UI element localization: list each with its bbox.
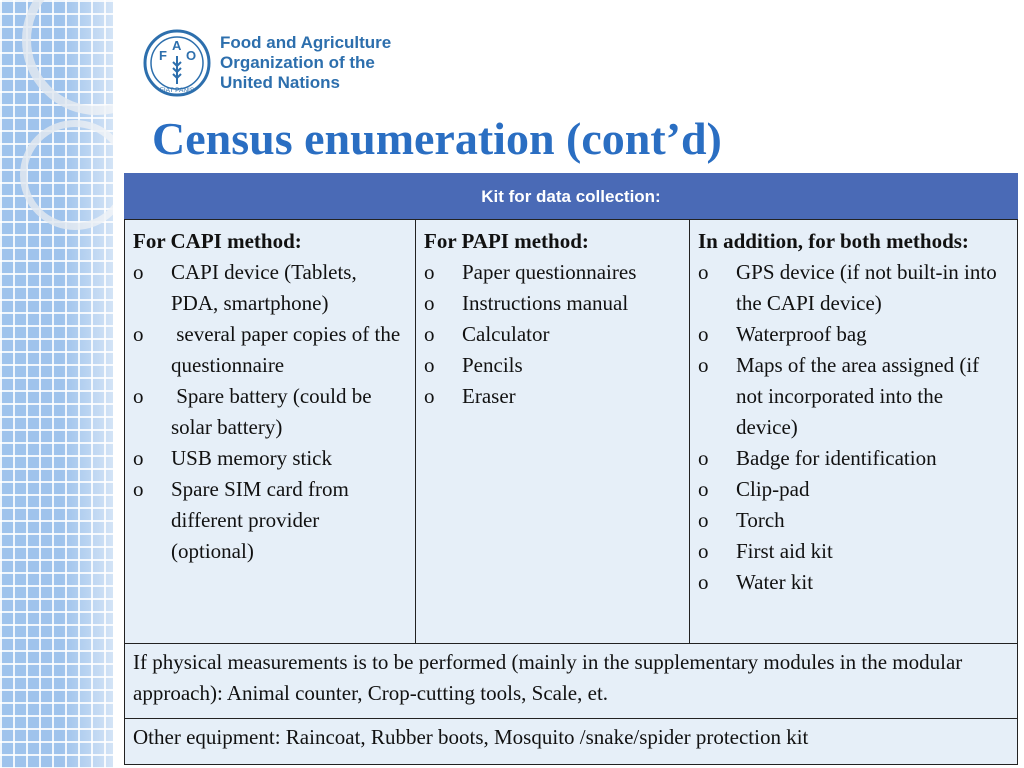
fao-logo [142,28,391,98]
bullet: o [133,322,144,346]
bullet: o [424,384,435,408]
measurements-note: If physical measurements is to be performed (mainly in the supplementary modules in the modular approach): Animal counter, Crop-cutting tools, Scale, et. [125,644,1018,719]
bullet: o [133,384,144,408]
capi-column [125,220,416,644]
bullet: o [698,446,709,470]
both-methods-list [698,257,1009,598]
list-item: o several paper copies of the questionnaire [133,319,407,381]
organization-name-line: Food and Agriculture [220,33,392,52]
list-item: o First aid kit [698,536,1009,567]
list-item: o Eraser [424,381,681,412]
bullet: o [424,260,435,284]
both-methods-column [690,220,1018,644]
list-item: o Torch [698,505,1009,536]
bullet: o [698,353,709,377]
kit-table-header: Kit for data collection: [125,174,1018,220]
bullet: o [698,260,709,284]
list-item: o Spare SIM card from different provider (optional) [133,474,407,567]
bullet: o [133,446,144,470]
organization-name-line: Organization of the [220,53,375,72]
list-item: o CAPI device (Tablets, PDA, smartphone) [133,257,407,319]
list-item: o Waterproof bag [698,319,1009,350]
column-heading: For CAPI method: [133,229,302,253]
bullet: o [698,477,709,501]
bullet: o [424,353,435,377]
list-item: o Pencils [424,350,681,381]
capi-list [133,257,407,567]
bullet: o [698,570,709,594]
bullet: o [698,508,709,532]
list-item: o Water kit [698,567,1009,598]
bullet: o [133,260,144,284]
organization-name-line: United Nations [220,73,340,92]
papi-list [424,257,681,412]
bullet: o [424,291,435,315]
slide-title: Census enumeration (cont’d) [152,113,722,164]
bullet: o [698,322,709,346]
organization-name [220,33,391,93]
kit-table [124,173,1018,765]
logo-motto: FIAT PANIS [159,87,195,94]
other-equipment: Other equipment: Raincoat, Rubber boots, Mosquito /snake/spider protection kit [125,719,1018,765]
papi-column [416,220,690,644]
list-item: o Spare battery (could be solar battery) [133,381,407,443]
list-item: o USB memory stick [133,443,407,474]
logo-letter-f: F [159,48,167,63]
logo-letter-a: A [172,38,182,53]
bullet: o [698,539,709,563]
list-item: o Clip-pad [698,474,1009,505]
list-item: o Calculator [424,319,681,350]
decorative-side-band [0,0,113,768]
list-item: o Badge for identification [698,443,1009,474]
bullet: o [424,322,435,346]
bullet: o [133,477,144,501]
column-heading: In addition, for both methods: [698,229,969,253]
list-item: o Paper questionnaires [424,257,681,288]
logo-letter-o: O [186,48,197,63]
list-item: o GPS device (if not built-in into the CAPI device) [698,257,1009,319]
list-item: o Instructions manual [424,288,681,319]
fao-emblem-icon [142,28,212,98]
list-item: o Maps of the area assigned (if not incorporated into the device) [698,350,1009,443]
column-heading: For PAPI method: [424,229,589,253]
